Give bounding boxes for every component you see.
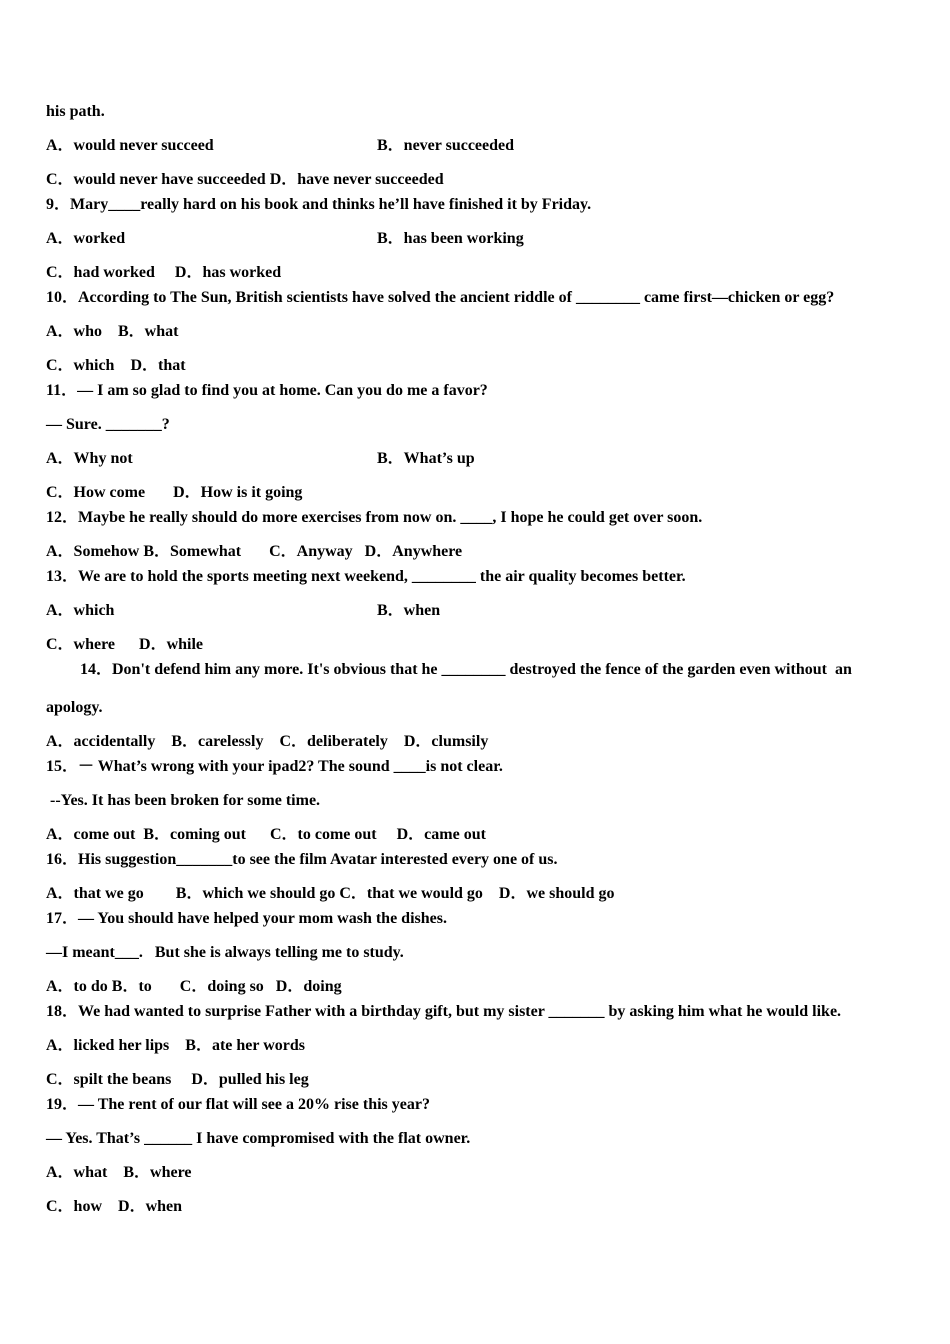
options-a-d: A．that we go B．which we should go C．that we would go D．we should go (46, 885, 615, 902)
options-c-d: C．How come D．How is it going (46, 484, 303, 501)
question-text: his path. (46, 103, 105, 120)
question-10: 10．According to The Sun, British scientists have solved the ancient riddle of ________ came first—chicken or egg? (46, 289, 835, 306)
options-a-b: A．what B．where (46, 1164, 192, 1181)
options-c-d: C．spilt the beans D．pulled his leg (46, 1071, 309, 1088)
dialogue-reply: —I meant___. But she is always telling me to study. (46, 944, 404, 961)
question-16: 16．His suggestion_______to see the film Avatar interested every one of us. (46, 851, 558, 868)
option-a: A．which (46, 602, 115, 619)
question-14-continued: apology. (46, 699, 103, 716)
options-c-d: C．where D．while (46, 636, 204, 653)
option-b: B．What’s up (377, 450, 475, 467)
options-a-b: A．licked her lips B．ate her words (46, 1037, 305, 1054)
question-17: 17．— You should have helped your mom wash the dishes. (46, 910, 447, 927)
dialogue-reply: — Sure. _______? (46, 416, 170, 433)
options-a-d: A．Somehow B．Somewhat C．Anyway D．Anywhere (46, 543, 463, 560)
question-19: 19．— The rent of our flat will see a 20% rise this year? (46, 1096, 430, 1113)
question-15: 15．－ What’s wrong with your ipad2? The sound ____is not clear. (46, 758, 503, 775)
option-b: B．has been working (377, 230, 524, 247)
options-c-d: C．which D．that (46, 357, 186, 374)
option-a: A．Why not (46, 450, 133, 467)
option-a: A．worked (46, 230, 126, 247)
question-12: 12．Maybe he really should do more exercises from now on. ____, I hope he could get over soon. (46, 509, 703, 526)
question-11: 11．— I am so glad to find you at home. Can you do me a favor? (46, 382, 488, 399)
options-a-d: A．accidentally B．carelessly C．deliberately D．clumsily (46, 733, 489, 750)
options-c-d: C．how D．when (46, 1198, 183, 1215)
option-b: B．when (377, 602, 441, 619)
option-a: A．would never succeed (46, 137, 214, 154)
question-14: 14．Don't defend him any more. It's obvious that he ________ destroyed the fence of the garden even without an (80, 661, 852, 678)
options-c-d: C．had worked D．has worked (46, 264, 282, 281)
dialogue-reply: — Yes. That’s ______ I have compromised with the flat owner. (46, 1130, 471, 1147)
question-18: 18．We had wanted to surprise Father with a birthday gift, but my sister _______ by asking him what he would like. (46, 1003, 842, 1020)
option-b: B．never succeeded (377, 137, 515, 154)
dialogue-reply: --Yes. It has been broken for some time. (46, 792, 321, 809)
question-9: 9．Mary____really hard on his book and thinks he’ll have finished it by Friday. (46, 196, 592, 213)
options-a-d: A．come out B．coming out C．to come out D．came out (46, 826, 486, 843)
options-a-d: A．to do B．to C．doing so D．doing (46, 978, 342, 995)
options-a-b: A．who B．what (46, 323, 179, 340)
options-c-d: C．would never have succeeded D．have never succeeded (46, 171, 444, 188)
question-13: 13．We are to hold the sports meeting next weekend, ________ the air quality becomes better. (46, 568, 686, 585)
